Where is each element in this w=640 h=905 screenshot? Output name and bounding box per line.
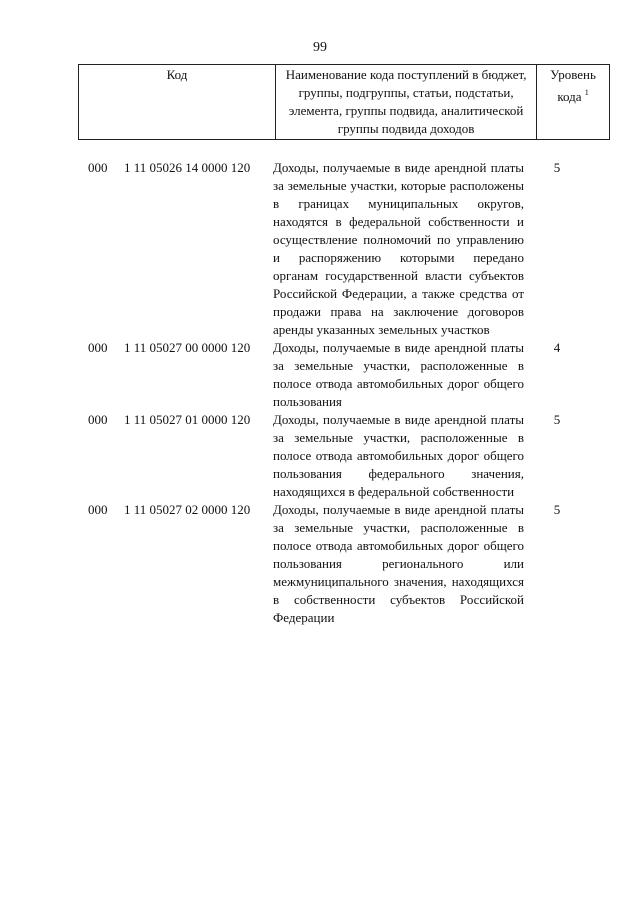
row-level: 5 (553, 412, 561, 427)
row-name: Доходы, получаемые в виде арендной платы за земельные участки, которые расположены в границах муниципальных округов, находятся в федеральной собственности и осуществление полномочий по управлению и распоряжению которыми передано органам государственной власти субъектов Российской Федерации, а также средства от продажи права на заключение договоров аренды указанных земельных участков (273, 160, 524, 337)
table-header (78, 64, 610, 140)
row-name: Доходы, получаемые в виде арендной платы за земельные участки, расположенные в полосе отвода автомобильных дорог общего пользования (273, 340, 524, 409)
row-name: Доходы, получаемые в виде арендной платы за земельные участки, расположенные в полосе отвода автомобильных дорог общего пользования регионального или межмуниципального значения, находящихся в собственности субъектов Российской Федерации (273, 502, 524, 625)
row-level: 5 (553, 502, 561, 517)
row-code: 1 11 05027 01 0000 120 (124, 412, 251, 427)
row-group-code: 000 (88, 160, 108, 175)
row-group-code: 000 (88, 340, 108, 355)
row-group-code: 000 (88, 412, 108, 427)
row-code: 1 11 05026 14 0000 120 (124, 160, 251, 175)
row-level: 4 (553, 340, 561, 355)
header-name: Наименование кода поступлений в бюджет, группы, подгруппы, статьи, подстатьи, элемента, группы подвида, аналитической группы подвида доходов (276, 65, 537, 140)
header-level (537, 65, 610, 140)
row-level: 5 (553, 160, 561, 175)
table-row (78, 339, 610, 411)
row-group-code: 000 (88, 502, 108, 517)
table-row (78, 501, 610, 627)
row-name: Доходы, получаемые в виде арендной платы за земельные участки, расположенные в полосе отвода автомобильных дорог общего пользования федерального значения, находящихся в федеральной собственности (273, 412, 524, 499)
row-code: 1 11 05027 02 0000 120 (124, 502, 251, 517)
header-level-label: Уровень кода (550, 67, 596, 104)
table-body (78, 159, 610, 627)
page-number: 99 (313, 40, 327, 55)
table-row (78, 159, 610, 339)
header-code: Код (79, 65, 276, 140)
table-row (78, 411, 610, 501)
row-code: 1 11 05027 00 0000 120 (124, 340, 251, 355)
header-level-footnote: 1 (584, 88, 589, 97)
